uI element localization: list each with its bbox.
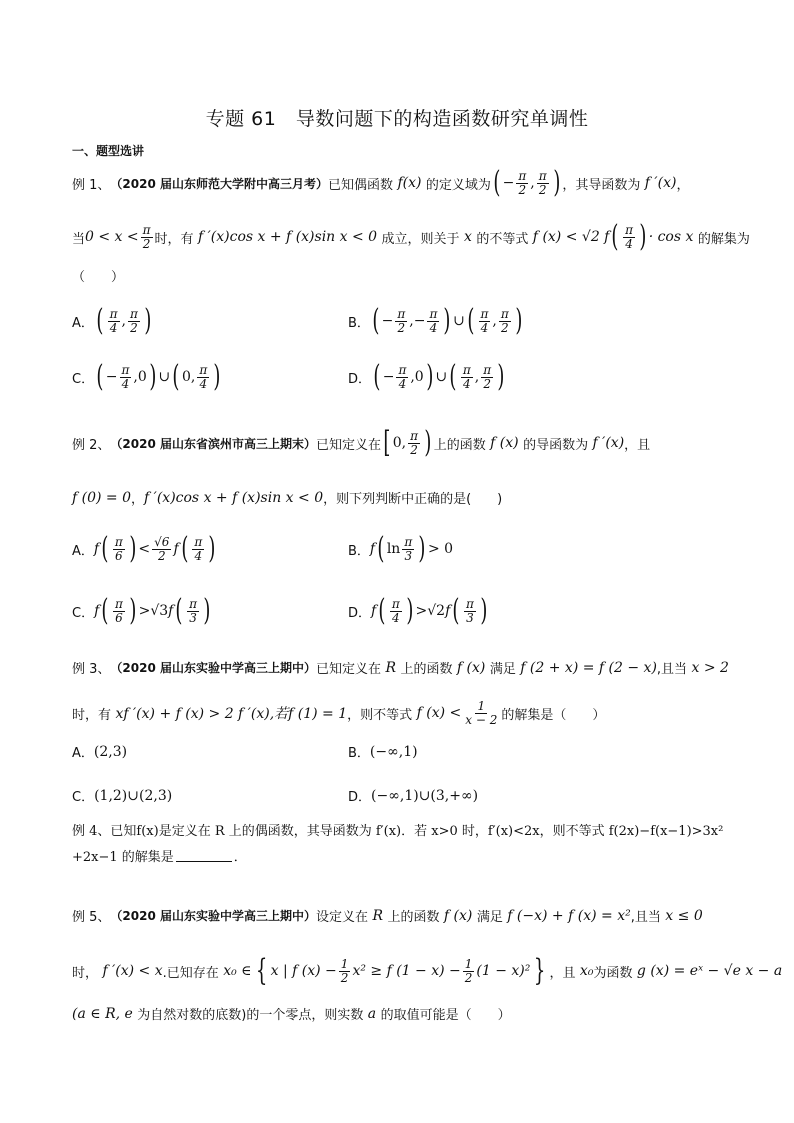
frac: $\frac{\pi}{4}$: [462, 362, 471, 391]
ex3-xgt2: x > 2: [687, 659, 729, 676]
ex1-domain-lparen: (: [493, 165, 501, 200]
frac: $\frac{\pi}{6}$: [114, 596, 123, 625]
union: ∪: [453, 313, 465, 329]
ex2-text: ，且: [624, 437, 651, 453]
paren: (: [372, 303, 380, 338]
ex1-text: 的解集为: [697, 231, 750, 247]
ex5-text: 设定义在: [315, 910, 368, 925]
ex1-option-c[interactable]: [72, 359, 223, 394]
ex1-domain-frac2: $\frac{\pi}{2}$: [538, 168, 547, 197]
option-label: B．: [348, 315, 370, 331]
option-value: (−∞,1): [369, 743, 418, 760]
ex3-text: 时，有: [72, 707, 112, 723]
ex5-eq: f (−x) + f (x) = x²: [502, 907, 631, 924]
f: f: [93, 541, 100, 557]
ex1-line1: [72, 165, 690, 200]
ex3-condition: xf ′(x) + f (x) > 2 f ′(x),若f (1) = 1: [111, 706, 348, 723]
option-label: D．: [348, 371, 372, 387]
lt: <: [138, 541, 151, 557]
paren: (: [452, 593, 460, 628]
paren: ): [129, 593, 137, 628]
ex1-option-d[interactable]: [348, 359, 507, 394]
ex5-a: (a ∈ R, e: [72, 1005, 138, 1022]
ex5-text: .已知存在: [162, 965, 219, 981]
ex2-source: （2020 届山东省滨州市高三上期末）: [110, 436, 316, 451]
ex3-source: （2020 届山东实验中学高三上期中）: [110, 661, 316, 675]
ln: ln: [386, 541, 401, 557]
frac: $\frac{\pi}{2}$: [129, 306, 138, 335]
ex1-text: 当: [72, 231, 86, 247]
ex2-option-c[interactable]: [72, 593, 213, 628]
section-heading: 一、题型选讲: [72, 144, 145, 158]
ex5-fx: f (x): [439, 907, 477, 924]
paren: (: [377, 531, 385, 566]
union: ∪: [435, 369, 448, 385]
ex2-option-d[interactable]: [348, 593, 490, 628]
option-label: A．: [72, 543, 94, 559]
ex5-x0: x₀ ∈: [218, 963, 252, 979]
zero: 0,: [392, 435, 407, 451]
paren: ): [203, 593, 211, 628]
ex1-option-a[interactable]: [72, 303, 154, 338]
ex1-label: 例 1、: [72, 177, 111, 193]
ex2-comma: ，: [131, 492, 145, 507]
ex3-symmetry: f (2 + x) = f (2 − x): [515, 659, 657, 676]
frac: $\frac{\pi}{4}$: [194, 534, 203, 563]
ex3-option-d[interactable]: [348, 786, 478, 805]
ex5-line1: [72, 906, 703, 925]
f: f: [371, 603, 377, 619]
ex5-text: 为自然对数的底数)的一个零点，则实数: [137, 1008, 364, 1023]
ex2-label: 例 2、: [72, 437, 111, 453]
ex1-inequality: f (x) < √2 f: [528, 229, 610, 245]
ex2-line1: [72, 425, 651, 460]
paren: (: [378, 593, 386, 628]
ex1-text: 时，有: [154, 231, 194, 247]
minus: −: [381, 313, 394, 329]
ex2-text: 的导函数为: [523, 437, 589, 453]
paren: ): [426, 359, 434, 394]
paren: ): [443, 303, 451, 338]
ex1-minus: −: [502, 175, 515, 191]
ex4-text: ．: [233, 850, 247, 865]
f: f: [369, 541, 376, 557]
ex1-condition: f ′(x)cos x + f (x)sin x < 0: [193, 229, 382, 245]
paren: (: [101, 531, 109, 566]
ex1-domain-frac1: $\frac{\pi}{2}$: [518, 168, 527, 197]
paren: (: [180, 531, 188, 566]
zero: 0,: [181, 369, 196, 385]
gt: > 0: [427, 541, 454, 557]
ex5-avar: a: [363, 1005, 381, 1022]
paren: (: [96, 359, 104, 394]
ex3-option-b[interactable]: [348, 742, 418, 761]
paren: (: [96, 303, 104, 338]
comma: ,: [121, 313, 126, 329]
ex2-fprime: f ′(x): [588, 435, 625, 451]
ex1-lparen: (: [611, 219, 619, 254]
frac: $\frac{\pi}{6}$: [114, 534, 123, 563]
ex2-f0: f (0) = 0: [72, 489, 132, 506]
frac: $\frac{\pi}{4}$: [109, 306, 118, 335]
ex1-comma2: ，: [676, 177, 690, 193]
paren: (: [467, 303, 475, 338]
zero: ,0: [410, 369, 424, 385]
frac: $\frac{\pi}{4}$: [480, 306, 489, 335]
paren: (: [449, 359, 457, 394]
ex2-text: ，则下列判断中正确的是( ): [323, 492, 503, 507]
option-value: (2,3): [93, 743, 128, 760]
ex2-line2: [72, 488, 502, 507]
ex5-x0b: x₀: [575, 963, 594, 979]
paren: (: [172, 359, 180, 394]
paren: ): [144, 303, 152, 338]
ex3-line2: [72, 700, 605, 726]
paren: ): [149, 359, 157, 394]
ex1-text: 已知偶函数: [327, 177, 393, 193]
frac: $\frac{\pi}{4}$: [121, 362, 130, 391]
ex1-paren: （ ）: [72, 270, 125, 285]
paren: (: [101, 593, 109, 628]
ex2-condition: f ′(x)cos x + f (x)sin x < 0: [144, 489, 324, 506]
paren: ): [213, 359, 221, 394]
bracket: [: [383, 425, 391, 460]
ex1-fx: f(x): [393, 175, 426, 191]
option-value: (−∞,1)∪(3,+∞): [371, 787, 479, 804]
ex3-R: R: [381, 659, 401, 676]
ex1-domain-rparen: ): [552, 165, 560, 200]
ex3-text: 满足: [489, 662, 516, 677]
frac: $\frac{\pi}{3}$: [466, 596, 474, 625]
ex4-line2: [72, 846, 247, 865]
frac: $\frac{\pi}{2}$: [500, 306, 509, 335]
option-value: (1,2)∪(2,3): [94, 787, 173, 804]
ex1-text: 成立，则关于: [381, 231, 460, 247]
ex5-line3: [72, 1004, 511, 1023]
f: f: [94, 603, 100, 619]
ex1-comma: ,: [530, 175, 535, 191]
paren: ): [515, 303, 523, 338]
ex2-option-a[interactable]: [72, 531, 218, 566]
ex5-text: 满足: [476, 910, 503, 925]
paren: ): [424, 425, 432, 460]
frac: $\frac{\pi}{4}$: [391, 596, 400, 625]
option-label: D．: [348, 790, 372, 805]
frac: $\frac{1}{2}$: [340, 956, 349, 985]
ex1-text: ，其导函数为: [562, 177, 641, 193]
frac: $\frac{\pi}{2}$: [483, 362, 492, 391]
comma: ,: [474, 369, 480, 385]
ex5-set2: x² ≥ f (1 − x) −: [352, 963, 461, 979]
ex3-fx: f (x): [452, 659, 490, 676]
ex1-line2: [72, 219, 750, 254]
ex5-cond: f ′(x) < x: [98, 963, 163, 979]
minus: −: [382, 369, 395, 385]
ex1-range-frac: $\frac{\pi}{2}$: [142, 222, 151, 251]
paren: ): [480, 593, 488, 628]
frac: $\frac{\pi}{3}$: [404, 534, 413, 563]
ex1-range: 0 < x <: [85, 229, 139, 245]
option-label: C．: [72, 605, 95, 621]
ex2-option-b[interactable]: [348, 531, 454, 566]
frac: $\frac{\pi}{4}$: [429, 306, 438, 335]
ex3-option-a[interactable]: [72, 742, 127, 761]
frac: $\frac{1}{x - 2}$: [465, 699, 498, 727]
comma: ,−: [409, 313, 426, 329]
ex3-text: ,且当: [656, 662, 688, 677]
ex1-option-b[interactable]: [348, 303, 524, 338]
page-title: 专题 61 导数问题下的构造函数研究单调性: [205, 108, 589, 130]
paren: (: [175, 593, 183, 628]
ex5-source: （2020 届山东实验中学高三上期中）: [110, 909, 316, 923]
frac: $\frac{\pi}{4}$: [398, 362, 407, 391]
ex3-text: 已知定义在: [315, 662, 381, 677]
ex1-rparen: ): [639, 219, 647, 254]
comma: ,: [492, 313, 497, 329]
option-label: B．: [348, 746, 370, 761]
option-label: D．: [348, 605, 372, 621]
ex3-text: ，则不等式: [347, 707, 413, 723]
ex5-xle0: x ≤ 0: [660, 907, 703, 924]
answer-blank[interactable]: [176, 849, 232, 862]
frac: $\frac{\pi}{3}$: [189, 596, 197, 625]
ex2-text: 已知定义在: [315, 437, 381, 453]
frac: $\frac{\pi}{2}$: [397, 306, 406, 335]
frac: $\frac{\pi}{2}$: [410, 428, 418, 457]
brace: {: [255, 953, 267, 988]
ex1-text: 的不等式: [476, 231, 529, 247]
ex5-text: ，且: [549, 965, 576, 981]
minus: −: [105, 369, 118, 385]
ex4-line1: 例 4、已知f(x)是定义在 R 上的偶函数，其导函数为 f′(x)．若 x>0 时，f′(x)<2x，则不等式 f(2x)−f(x−1)>3x²: [72, 824, 724, 839]
paren: ): [208, 531, 216, 566]
paren: ): [406, 593, 414, 628]
frac: $\frac{√6}{2}$: [154, 534, 170, 563]
f: f: [168, 603, 174, 619]
ex5-text: 的取值可能是（ ）: [380, 1008, 511, 1023]
ex3-text: 上的函数: [400, 662, 453, 677]
ex3-line1: [72, 658, 729, 677]
frac: $\frac{\pi}{4}$: [199, 362, 208, 391]
frac: $\frac{1}{2}$: [464, 956, 473, 985]
ex5-line2: [72, 953, 783, 988]
ex5-R: R: [368, 907, 388, 924]
ex5-text: ,且当: [630, 910, 661, 925]
ex5-text: 时，: [72, 965, 99, 981]
brace: }: [534, 953, 546, 988]
gt: >√3: [138, 603, 169, 619]
paren: ): [129, 531, 137, 566]
f: f: [445, 603, 451, 619]
ex1-ineq-frac: $\frac{\pi}{4}$: [625, 222, 633, 251]
option-label: B．: [348, 543, 370, 559]
ex1-fprime: f ′(x): [640, 175, 677, 191]
ex1-x: x: [459, 229, 477, 245]
ex5-text: 为函数: [593, 965, 633, 981]
ex3-label: 例 3、: [72, 662, 111, 677]
ex3-ineq: f (x) <: [412, 705, 462, 722]
zero: ,0: [133, 369, 147, 385]
paren: ): [497, 359, 505, 394]
ex2-fx: f (x): [485, 435, 524, 451]
ex5-set3: (1 − x)²: [476, 963, 531, 979]
paren: ): [418, 531, 426, 566]
ex2-text: 上的函数: [433, 437, 486, 453]
ex3-text: 的解集是（ ）: [501, 707, 606, 723]
ex5-g: g (x) = eˣ − √e x − a: [632, 963, 783, 979]
option-label: A．: [72, 315, 94, 331]
ex1-cos: · cos x: [648, 229, 698, 245]
ex5-set: x | f (x) −: [270, 963, 337, 979]
ex1-source: （2020 届山东师范大学附中高三月考）: [110, 176, 328, 191]
gt: >√2: [415, 603, 446, 619]
option-label: C．: [72, 371, 95, 387]
f: f: [173, 541, 179, 557]
paren: (: [373, 359, 381, 394]
ex3-option-c[interactable]: [72, 786, 172, 805]
option-label: A．: [72, 746, 94, 761]
ex4-text: +2x−1 的解集是: [72, 850, 174, 865]
option-label: C．: [72, 790, 95, 805]
ex1-text: 的定义域为: [425, 177, 491, 193]
union: ∪: [158, 369, 171, 385]
ex5-label: 例 5、: [72, 910, 111, 925]
ex5-text: 上的函数: [387, 910, 440, 925]
